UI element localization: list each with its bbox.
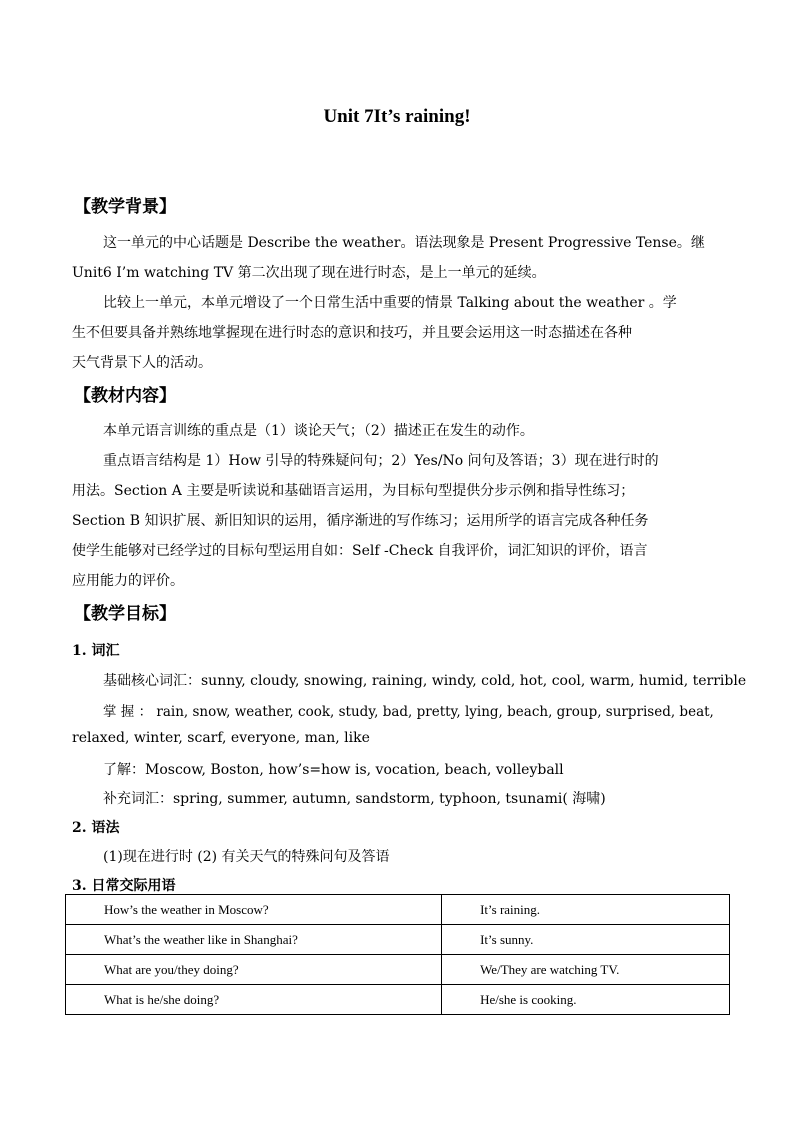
grammar-title: 2. 语法 — [72, 820, 120, 836]
table-row — [66, 925, 730, 955]
vocab-master: 掌 握 ： rain, snow, weather, cook, study, bad, pretty, lying, beach, group, surprised, beat, — [103, 704, 714, 720]
content-paragraph — [72, 416, 722, 596]
text-line: 本单元语言训练的重点是（1）谈论天气；（2）描述正在发生的动作。 — [103, 423, 534, 439]
text-line: 天气背景下人的活动。 — [72, 355, 212, 371]
text-line: Section B 知识扩展、新旧知识的运用，循序渐进的写作练习；运用所学的语言完成各种任务 — [72, 513, 649, 529]
vocab-understand: 了解：Moscow, Boston, how’s=how is, vocation, beach, volleyball — [103, 762, 564, 778]
text-line: 用法。Section A 主要是听读说和基础语言运用，为目标句型提供分步示例和指导性练习； — [72, 483, 635, 499]
page-title: Unit 7It’s raining! — [323, 106, 471, 127]
question-cell: What are you/they doing? — [66, 955, 442, 985]
vocab-title: 1. 词汇 — [72, 643, 120, 659]
grammar-line: (1)现在进行时 (2) 有关天气的特殊问句及答语 — [103, 849, 390, 865]
text-line: 比较上一单元，本单元增设了一个日常生活中重要的情景 Talking about the weather 。学 — [103, 295, 677, 311]
question-cell: What’s the weather like in Shanghai? — [66, 925, 442, 955]
table-row — [66, 955, 730, 985]
expressions-title: 3. 日常交际用语 — [72, 878, 176, 894]
question-cell: What is he/she doing? — [66, 985, 442, 1015]
question-cell: How’s the weather in Moscow? — [66, 895, 442, 925]
text-line: 重点语言结构是 1）How 引导的特殊疑问句；2）Yes/No 问句及答语；3）现在进行时的 — [103, 453, 659, 469]
answer-cell: He/she is cooking. — [442, 985, 730, 1015]
text-line: Unit6 I’m watching TV 第二次出现了现在进行时态，是上一单元的延续。 — [72, 265, 546, 281]
answer-cell: It’s raining. — [442, 895, 730, 925]
section-heading-background: 【教学背景】 — [74, 197, 176, 217]
vocab-master-cont: relaxed, winter, scarf, everyone, man, like — [72, 730, 370, 746]
section-heading-content: 【教材内容】 — [74, 386, 176, 406]
text-line: 使学生能够对已经学过的目标句型运用自如：Self -Check 自我评价，词汇知识的评价，语言 — [72, 543, 648, 559]
background-paragraph — [72, 228, 722, 378]
text-line: 生不但要具备并熟练地掌握现在进行时态的意识和技巧，并且要会运用这一时态描述在各种 — [72, 325, 632, 341]
vocab-supplement: 补充词汇：spring, summer, autumn, sandstorm, typhoon, tsunami( 海啸) — [103, 791, 606, 807]
vocab-core: 基础核心词汇：sunny, cloudy, snowing, raining, windy, cold, hot, cool, warm, humid, terrible — [103, 673, 747, 689]
answer-cell: It’s sunny. — [442, 925, 730, 955]
text-line: 这一单元的中心话题是 Describe the weather。语法现象是 Present Progressive Tense。继 — [103, 235, 705, 251]
text-line: 应用能力的评价。 — [72, 573, 184, 589]
expressions-table — [65, 894, 730, 1015]
table-row — [66, 895, 730, 925]
table-row — [66, 985, 730, 1015]
section-heading-goals: 【教学目标】 — [74, 604, 176, 624]
answer-cell: We/They are watching TV. — [442, 955, 730, 985]
